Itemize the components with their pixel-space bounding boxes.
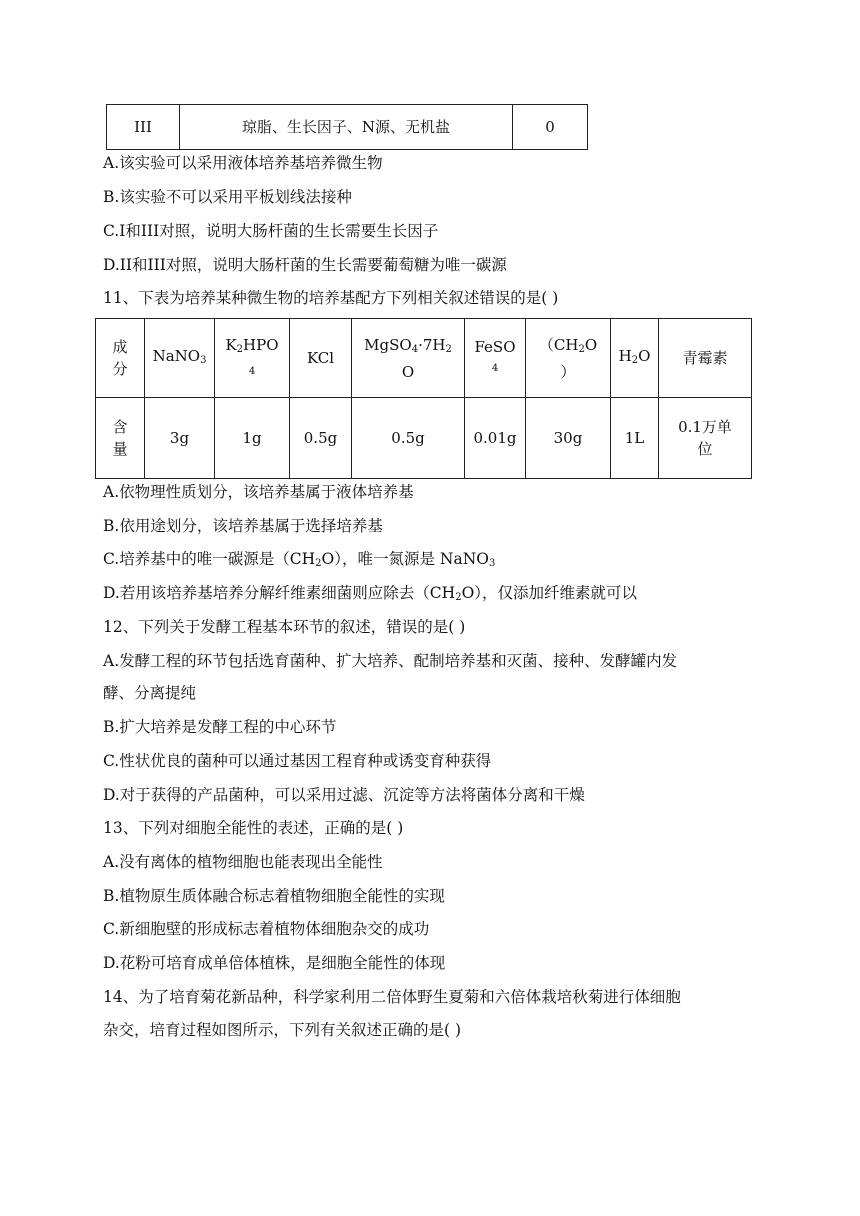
header-nano3: NaNO$_3$ <box>145 319 215 398</box>
header-ch2o: （$CH_2O$ ） <box>526 319 611 398</box>
q11-option-c: C.培养基中的唯一碳源是$(CH_2O)$，唯一氮源是 NaNO$_3$ <box>103 550 496 569</box>
q12-option-a-line2: 酵、分离提纯 <box>103 684 197 702</box>
q10-option-a: A.该实验可以采用液体培养基培养微生物 <box>103 154 383 172</box>
q13-option-d: D.花粉可培育成单倍体植株，是细胞全能性的体现 <box>103 954 446 972</box>
q13-option-b: B.植物原生质体融合标志着植物细胞全能性的实现 <box>103 887 445 905</box>
header-feso4: FeSO 4 <box>465 319 526 398</box>
header-kcl: KCl <box>290 319 352 398</box>
q13-stem: 13、下列对细胞全能性的表述，正确的是( ) <box>103 819 404 837</box>
q13-option-a: A.没有离体的植物细胞也能表现出全能性 <box>103 853 383 871</box>
amount-h2o: 1L <box>611 398 659 479</box>
result-cell: 0 <box>513 105 588 150</box>
q10-option-c: C.I和III对照，说明大肠杆菌的生长需要生长因子 <box>103 222 439 240</box>
experiment-table <box>106 104 588 150</box>
q10-option-d: D.II和III对照，说明大肠杆菌的生长需要葡萄糖为唯一碳源 <box>103 256 507 274</box>
amount-ch2o: 30g <box>526 398 611 479</box>
table-row <box>96 319 752 398</box>
ingredients-cell: 琼脂、生长因子、N源、无机盐 <box>180 105 513 150</box>
table-row <box>96 398 752 479</box>
amount-mgso4: 0.5g <box>352 398 465 479</box>
amount-k2hpo4: 1g <box>215 398 290 479</box>
q14-stem-line1: 14、为了培育菊花新品种，科学家利用二倍体野生夏菊和六倍体栽培秋菊进行体细胞 <box>103 988 681 1006</box>
amount-nano3: 3g <box>145 398 215 479</box>
q11-stem: 11、下表为培养某种微生物的培养基配方下列相关叙述错误的是( ) <box>103 289 559 307</box>
q14-stem-line2: 杂交，培育过程如图所示，下列有关叙述正确的是( ) <box>103 1021 462 1039</box>
q11-option-a: A.依物理性质划分，该培养基属于液体培养基 <box>103 483 414 501</box>
amount-penicillin: 0.1万单 位 <box>659 398 752 479</box>
q11-option-d: D.若用该培养基培养分解纤维素细菌则应除去$(CH_2O)$，仅添加纤维素就可以 <box>103 584 638 603</box>
q11-option-b: B.依用途划分，该培养基属于选择培养基 <box>103 517 383 535</box>
header-ingredient: 成 分 <box>96 319 145 398</box>
q12-stem: 12、下列关于发酵工程基本环节的叙述，错误的是( ) <box>103 618 466 636</box>
amount-label: 含 量 <box>96 398 145 479</box>
q12-option-a-line1: A.发酵工程的环节包括选育菌种、扩大培养、配制培养基和灭菌、接种、发酵罐内发 <box>103 652 678 670</box>
q12-option-c: C.性状优良的菌种可以通过基因工程育种或诱变育种获得 <box>103 752 492 770</box>
header-h2o: $H_2O$ <box>611 319 659 398</box>
medium-recipe-table <box>95 318 752 479</box>
header-mgso4: $MgSO_4\cdot 7H_2$ O <box>352 319 465 398</box>
q12-option-d: D.对于获得的产品菌种，可以采用过滤、沉淀等方法将菌体分离和干燥 <box>103 786 585 804</box>
header-penicillin: 青霉素 <box>659 319 752 398</box>
q12-option-b: B.扩大培养是发酵工程的中心环节 <box>103 718 337 736</box>
q13-option-c: C.新细胞壁的形成标志着植物体细胞杂交的成功 <box>103 920 430 938</box>
amount-kcl: 0.5g <box>290 398 352 479</box>
amount-feso4: 0.01g <box>465 398 526 479</box>
header-k2hpo4: $K_2HPO$ 4 <box>215 319 290 398</box>
q10-option-b: B.该实验不可以采用平板划线法接种 <box>103 188 352 206</box>
table-row <box>107 105 588 150</box>
group-label: III <box>107 105 180 150</box>
